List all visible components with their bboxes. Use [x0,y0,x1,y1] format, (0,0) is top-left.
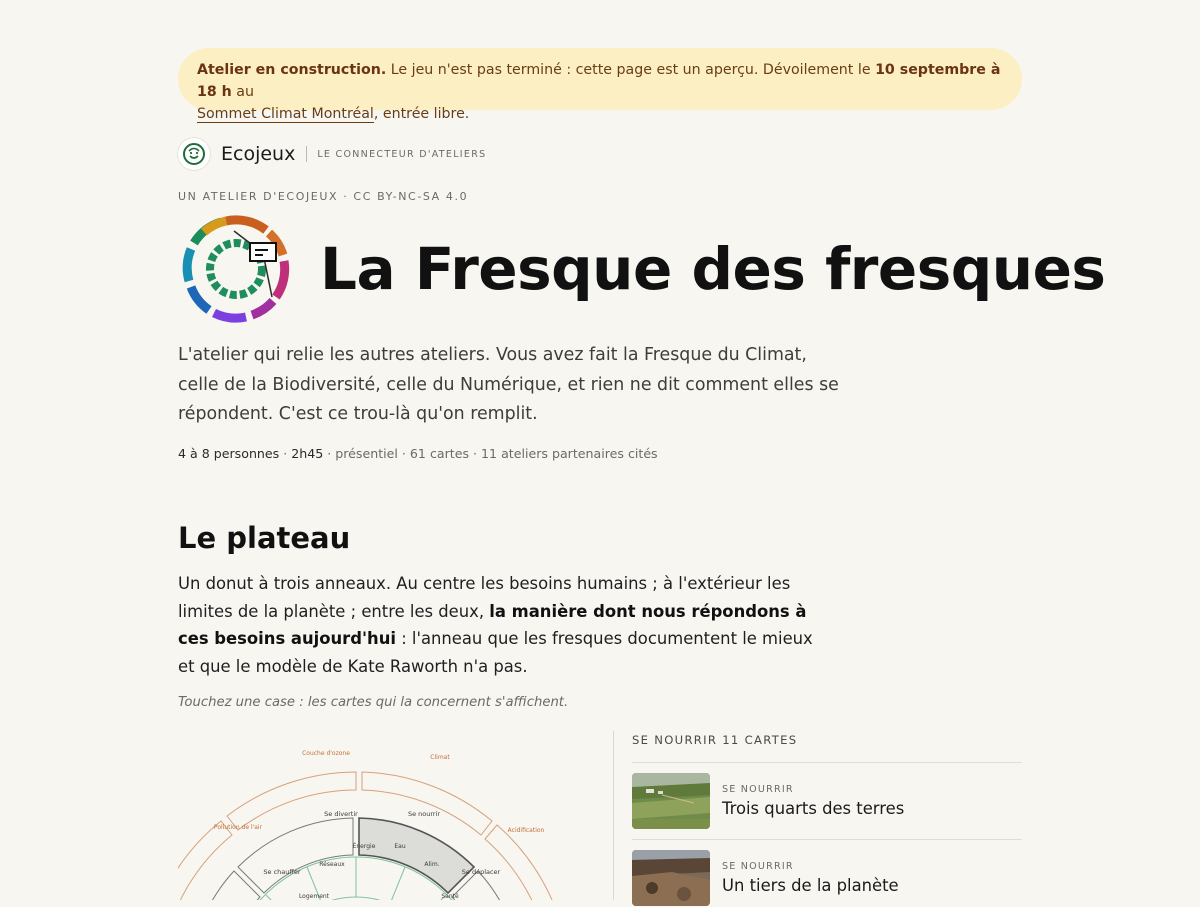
banner-date: 10 septembre à 18 h [197,62,1001,100]
outer-label: Pollution de l'air [213,824,263,831]
outer-label: Climat [430,754,450,761]
middle-label: Se nourrir [407,810,441,818]
workshop-meta [178,446,658,461]
meta-cards: 61 cartes [409,446,470,461]
divider [632,839,1022,840]
middle-label: Se divertir [324,810,358,818]
card-item[interactable] [632,849,1022,907]
inner-label: Logement [298,893,330,900]
divider [632,762,1022,763]
meta-players: 4 à 8 personnes [178,446,280,461]
inner-label: Santé [441,893,459,900]
meta-sep: · [469,446,482,461]
card-thumbnail [632,850,710,906]
intro-text: Un donut à trois anneaux. Au centre les besoins humains ; à l'extérieur les limites de la planète ; entre les deux, [178,574,791,621]
meta-sep: · [397,446,410,461]
meta-format: présentiel [335,446,398,461]
card-kicker: SE NOURRIR [722,784,794,795]
card-thumbnail [632,773,710,829]
banner-label: Atelier en construction. [197,62,387,78]
brand-tagline: LE CONNECTEUR D'ATELIERS [317,148,487,160]
middle-segment-se-nourrir[interactable] [359,818,474,893]
meta-sep: · [279,446,292,461]
column-divider [613,731,614,900]
cards-panel-heading: SE NOURRIR 11 CARTES [632,733,798,747]
brand-divider [306,146,307,162]
banner-text-2: au [231,84,254,100]
smiling-leaf-icon [178,138,210,170]
card-title: Un tiers de la planète [722,876,899,895]
inner-label: Énergie [352,843,376,850]
outer-segment[interactable] [227,772,356,830]
intro-emphasis: la manière dont nous répondons à ces besoins aujourd'hui [178,601,807,648]
card-title: Trois quarts des terres [722,799,905,818]
meta-partners: 11 ateliers partenaires cités [481,446,658,461]
inner-label: Eau [394,843,406,850]
card-item[interactable] [632,772,1022,830]
summit-link[interactable]: Sommet Climat Montréal [197,106,374,122]
brand[interactable] [178,137,486,171]
inner-label: Réseaux [319,861,345,868]
middle-segment-se-chauffer[interactable] [190,871,260,900]
banner-text: Le jeu n'est pas terminé : cette page est un aperçu. Dévoilement le [386,62,876,78]
eyebrow: UN ATELIER D'ECOJEUX · CC BY-NC-SA 4.0 [178,190,469,203]
meta-duration: 2h45 [291,446,324,461]
page-title: La Fresque des fresques [320,235,1106,303]
card-kicker: SE NOURRIR [722,861,794,872]
middle-label: Se chauffer [263,868,301,876]
plateau-hint: Touchez une case : les cartes qui la concernent s'affichent. [178,695,569,710]
lead-paragraph: L'atelier qui relie les autres ateliers. Vous avez fait la Fresque du Climat, celle de la Biodiversité, celle du Numérique, et rien ne dit comment elles se répondent. C'est ce trou-là qu'on remplit. [178,345,839,424]
middle-label: Se déplacer [461,868,501,876]
intro-text-2: : l'anneau que les fresques documentent le mieux et que le modèle de Kate Raworth n'a pas. [178,629,813,676]
fresque-logo-icon [180,213,292,325]
banner-text-3: , entrée libre. [373,106,470,122]
plateau-intro [178,570,818,680]
outer-segment[interactable] [178,821,232,900]
outer-segment[interactable] [485,825,566,900]
section-heading-plateau: Le plateau [178,521,351,555]
meta-sep: · [323,446,336,461]
brand-name: Ecojeux [221,143,296,165]
outer-label: Couche d'ozone [302,750,350,757]
construction-banner [178,48,1022,122]
outer-label: Acidification [507,827,545,834]
inner-label: Alim. [424,861,440,868]
plateau-board [178,730,603,900]
